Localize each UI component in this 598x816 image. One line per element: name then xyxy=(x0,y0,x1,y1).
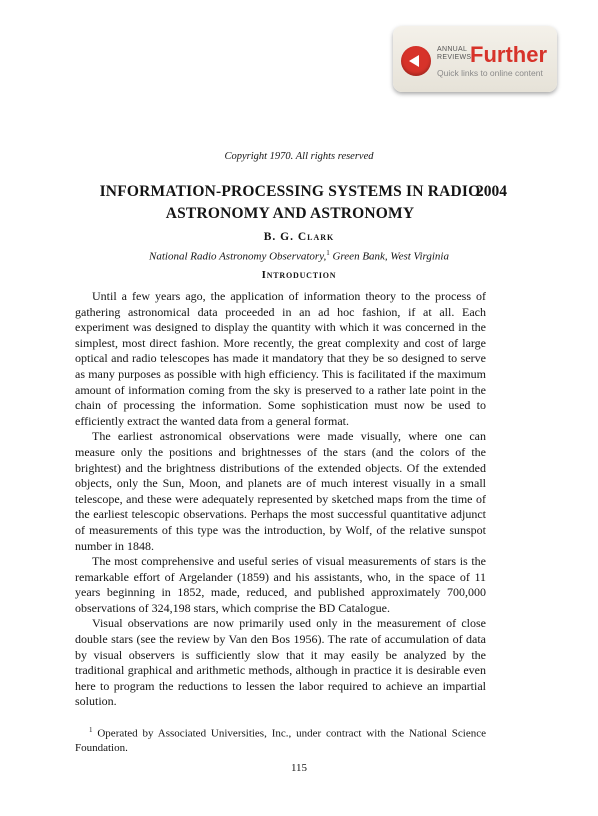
author-name: B. G. Clark xyxy=(263,231,335,243)
copyright-notice: Copyright 1970. All rights reserved xyxy=(224,151,374,162)
footnote-text: Operated by Associated Universities, Inc., under contract with the National Science Foundation. xyxy=(75,727,486,754)
affiliation-name: National Radio Astronomy Observatory, xyxy=(149,250,327,263)
article-body xyxy=(75,289,486,710)
article-code: 2004 xyxy=(476,183,507,200)
annual-reviews-label: ANNUAL REVIEWS xyxy=(437,46,472,61)
footnote xyxy=(75,723,486,755)
footnote-mark: 1 xyxy=(89,726,93,734)
affiliation-place: Green Bank, West Virginia xyxy=(329,250,449,263)
further-label: Further xyxy=(470,42,547,67)
article-title: INFORMATION-PROCESSING SYSTEMS IN RADIO ASTRONOMY AND ASTRONOMY xyxy=(99,183,481,222)
back-arrow-icon[interactable] xyxy=(401,46,431,76)
paragraph: The earliest astronomical observations were made visually, where one can measure only the positions and brightnesses of the stars (and the colors of the brightest) and the brightness distributions of the extended objects. Of the extended objects, only the Sun, Moon, and planets are of much interest visually in a small telescope, and these were adequately represented by sketched maps from the time of the earliest telescopic observations. Perhaps the most successful quantitative adjunct of measurements of this type was the introduction, by Wolf, of the relative sunspot number in 1848. xyxy=(75,429,486,553)
paragraph: The most comprehensive and useful series of visual measurements of stars is the remarkable effort of Argelander (1859) and his assistants, who, in the space of 11 years beginning in 1852, made, reduced, and published approximately 700,000 observations of 324,198 stars, which comprise the BD Catalogue. xyxy=(75,554,486,615)
annual-reviews-further-badge[interactable] xyxy=(393,26,557,92)
page-number: 115 xyxy=(290,762,308,774)
affiliation-footnote-mark: 1 xyxy=(326,249,330,257)
section-heading: Introduction xyxy=(261,269,337,281)
author-affiliation xyxy=(0,249,598,263)
paragraph: Visual observations are now primarily used only in the measurement of close double stars (see the review by Van den Bos 1956). The rate of accumulation of data by visual observers is sufficiently slow that it may easily be analyzed by the traditional graphical and arithmetic methods, although in practice it is desirable even here to program the reductions to lessen the labor required to achieve an impartial solution. xyxy=(75,616,486,709)
paragraph: Until a few years ago, the application of information theory to the process of gathering astronomical data proceeded in an ad hoc fashion, if at all. Each experiment was designed to display the quantity with which it was concerned in the simplest, most direct fashion. More recently, the great complexity and cost of large optical and radio telescopes has made it mandatory that they be so designed to serve as many purposes as possible with high efficiency. This is facilitated if the maximum amount of information coming from the sky is preserved to a rather late point in the chain of processing the information. Some sophistication must now be used to efficiently extract the wanted data from a general format. xyxy=(75,289,486,428)
badge-tagline: Quick links to online content xyxy=(437,68,543,78)
